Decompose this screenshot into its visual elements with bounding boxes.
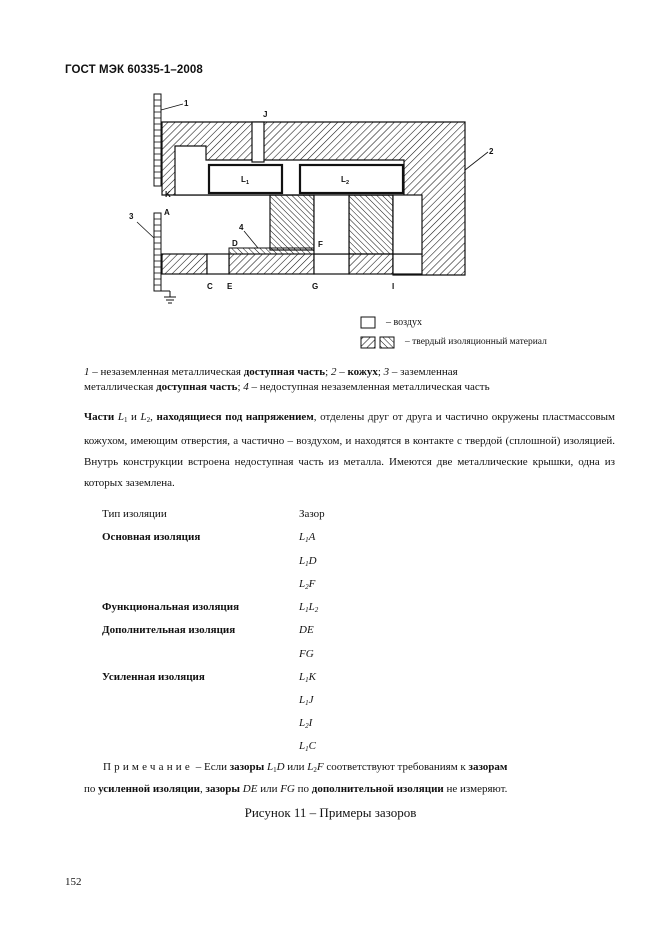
label-l1-sub: 1 bbox=[246, 180, 250, 186]
accessible-metal-part-1 bbox=[154, 94, 161, 186]
figure-legend-caption: 1 – незаземленная металлическая доступная часть; 2 – кожух; 3 – заземленная металлическая доступная часть; 4 – недоступная незаземленная металлическая часть bbox=[84, 366, 490, 393]
label-a: A bbox=[164, 208, 170, 217]
label-e: E bbox=[227, 282, 233, 291]
solid-insulation-right bbox=[349, 195, 393, 254]
label-1: 1 bbox=[184, 99, 189, 108]
legend-hatch-swatch-a bbox=[361, 337, 375, 348]
legend-air-swatch bbox=[361, 317, 375, 328]
label-l1: L bbox=[241, 175, 246, 184]
solid-insulation-left bbox=[270, 195, 314, 250]
label-l2-sub: 2 bbox=[346, 180, 350, 186]
label-2: 2 bbox=[489, 147, 494, 156]
legend-hatch-swatch-b bbox=[380, 337, 394, 348]
label-j: J bbox=[263, 110, 268, 119]
document-header: ГОСТ МЭК 60335-1–2008 bbox=[65, 64, 203, 76]
clearance-diagram bbox=[0, 0, 661, 360]
note-label: Примечание bbox=[103, 761, 193, 773]
inaccessible-metal-part bbox=[229, 248, 314, 254]
label-k: K bbox=[165, 190, 171, 199]
label-3: 3 bbox=[129, 212, 134, 221]
label-d: D bbox=[232, 239, 238, 248]
label-4: 4 bbox=[239, 223, 244, 232]
live-part-l2 bbox=[300, 165, 403, 193]
legend-air-text: – воздух bbox=[386, 317, 423, 328]
label-g: G bbox=[312, 282, 319, 291]
page-number: 152 bbox=[65, 876, 82, 888]
label-l2: L bbox=[341, 175, 346, 184]
label-i: I bbox=[392, 282, 395, 291]
label-f: F bbox=[318, 240, 323, 249]
legend-solid-text: – твердый изоляционный материал bbox=[405, 337, 547, 347]
description-paragraph: Части $L_1$ и $L_2$, находящиеся под напряжением, отделены друг от друга и частично окружены пластмассовым кожухом, имеющим отверстия, а частично – воздухом, и находятся в контакте с твердой (сплошной) изоляцией. Внутрь конструкции встроена недоступная часть из металла. Имеются две металлические крышки, одна из которых заземлена. bbox=[84, 411, 616, 489]
label-c: C bbox=[207, 282, 213, 291]
note-paragraph: Примечание – Если зазоры $L_1D$ или $L_2F$ соответствуют требованиям к зазорам по усиленной изоляции, зазоры DE или FG по дополнительной изоляции не измеряют. bbox=[84, 761, 508, 795]
figure-caption: Рисунок 11 – Примеры зазоров bbox=[244, 805, 417, 820]
